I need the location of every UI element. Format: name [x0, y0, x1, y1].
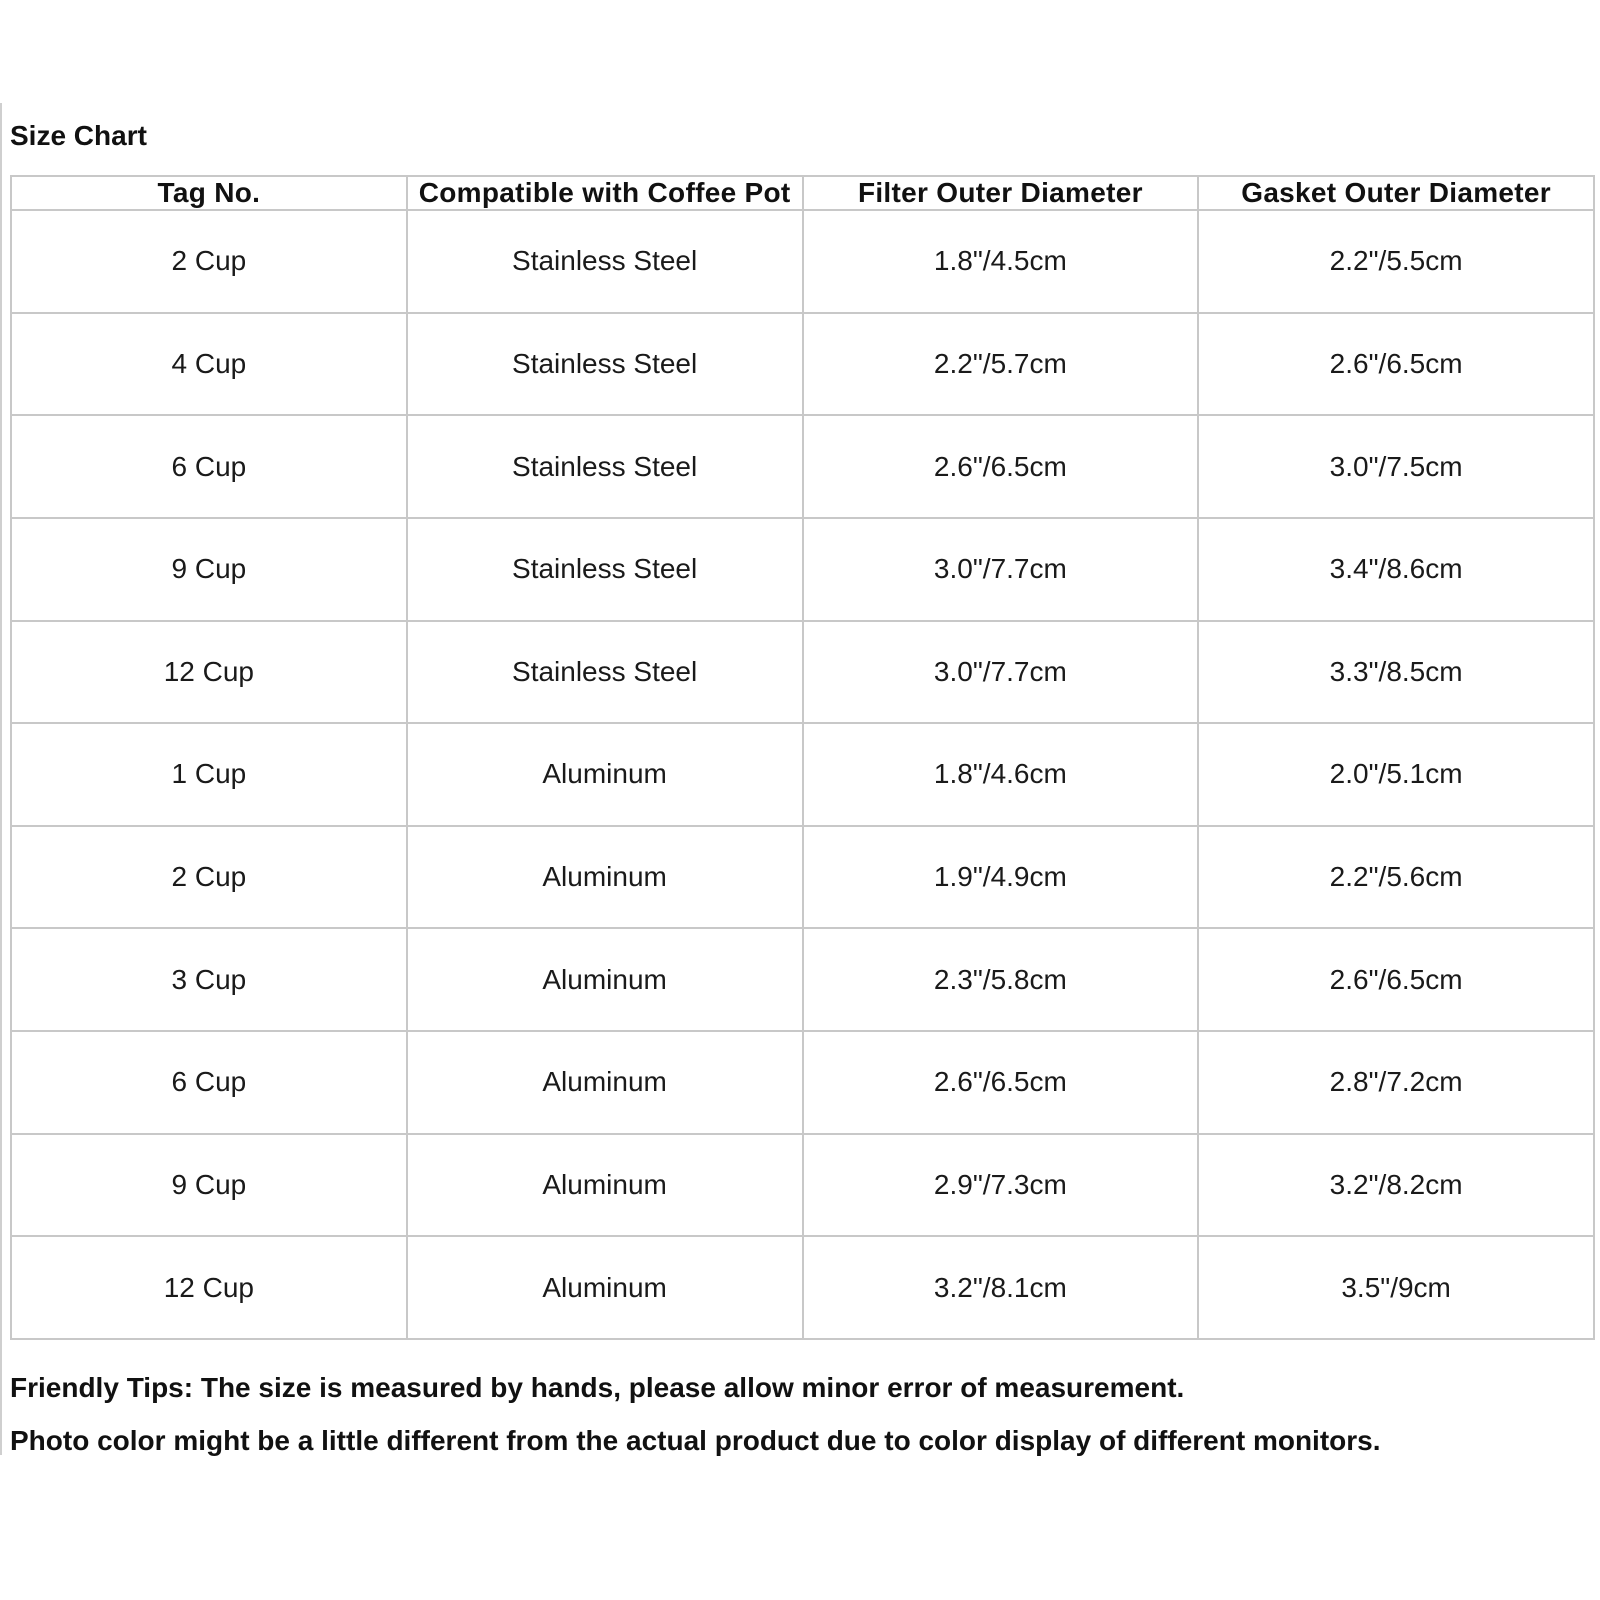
cell-tag-no: 9 Cup — [11, 1134, 407, 1237]
cell-filter-diameter: 2.6"/6.5cm — [803, 415, 1199, 518]
cell-filter-diameter: 1.9"/4.9cm — [803, 826, 1199, 929]
cell-gasket-diameter: 3.5"/9cm — [1198, 1236, 1594, 1339]
table-header-row — [11, 176, 1594, 210]
cell-material: Aluminum — [407, 1236, 803, 1339]
size-chart-table — [10, 175, 1595, 1340]
cell-gasket-diameter: 2.2"/5.6cm — [1198, 826, 1594, 929]
cell-tag-no: 12 Cup — [11, 621, 407, 724]
cell-tag-no: 2 Cup — [11, 210, 407, 313]
cell-material: Stainless Steel — [407, 313, 803, 416]
cell-material: Aluminum — [407, 1031, 803, 1134]
table-row — [11, 928, 1594, 1031]
table-row — [11, 415, 1594, 518]
cell-gasket-diameter: 2.0"/5.1cm — [1198, 723, 1594, 826]
header-filter-diameter: Filter Outer Diameter — [803, 176, 1199, 210]
cell-filter-diameter: 1.8"/4.6cm — [803, 723, 1199, 826]
left-border-line — [0, 103, 2, 1455]
cell-tag-no: 3 Cup — [11, 928, 407, 1031]
header-compatible-pot: Compatible with Coffee Pot — [407, 176, 803, 210]
cell-material: Aluminum — [407, 1134, 803, 1237]
table-row — [11, 826, 1594, 929]
cell-tag-no: 2 Cup — [11, 826, 407, 929]
table-row — [11, 313, 1594, 416]
header-gasket-diameter: Gasket Outer Diameter — [1198, 176, 1594, 210]
cell-material: Stainless Steel — [407, 210, 803, 313]
cell-gasket-diameter: 2.6"/6.5cm — [1198, 928, 1594, 1031]
cell-gasket-diameter: 2.8"/7.2cm — [1198, 1031, 1594, 1134]
cell-filter-diameter: 2.6"/6.5cm — [803, 1031, 1199, 1134]
cell-tag-no: 6 Cup — [11, 415, 407, 518]
friendly-tip-text: Friendly Tips: The size is measured by hands, please allow minor error of measurement. — [10, 1372, 1185, 1403]
cell-filter-diameter: 1.8"/4.5cm — [803, 210, 1199, 313]
cell-filter-diameter: 3.0"/7.7cm — [803, 518, 1199, 621]
table-row — [11, 1236, 1594, 1339]
cell-tag-no: 9 Cup — [11, 518, 407, 621]
cell-filter-diameter: 2.2"/5.7cm — [803, 313, 1199, 416]
table-row — [11, 1031, 1594, 1134]
table-row — [11, 518, 1594, 621]
cell-material: Aluminum — [407, 928, 803, 1031]
header-tag-no: Tag No. — [11, 176, 407, 210]
cell-gasket-diameter: 3.3"/8.5cm — [1198, 621, 1594, 724]
cell-tag-no: 6 Cup — [11, 1031, 407, 1134]
page-title: Size Chart — [10, 120, 147, 151]
table-row — [11, 621, 1594, 724]
cell-tag-no: 12 Cup — [11, 1236, 407, 1339]
cell-material: Stainless Steel — [407, 518, 803, 621]
cell-gasket-diameter: 2.2"/5.5cm — [1198, 210, 1594, 313]
cell-gasket-diameter: 3.0"/7.5cm — [1198, 415, 1594, 518]
cell-gasket-diameter: 2.6"/6.5cm — [1198, 313, 1594, 416]
cell-material: Stainless Steel — [407, 621, 803, 724]
cell-filter-diameter: 3.2"/8.1cm — [803, 1236, 1199, 1339]
table-row — [11, 723, 1594, 826]
cell-tag-no: 4 Cup — [11, 313, 407, 416]
cell-tag-no: 1 Cup — [11, 723, 407, 826]
table-row — [11, 1134, 1594, 1237]
cell-gasket-diameter: 3.4"/8.6cm — [1198, 518, 1594, 621]
cell-filter-diameter: 3.0"/7.7cm — [803, 621, 1199, 724]
cell-filter-diameter: 2.9"/7.3cm — [803, 1134, 1199, 1237]
cell-filter-diameter: 2.3"/5.8cm — [803, 928, 1199, 1031]
cell-gasket-diameter: 3.2"/8.2cm — [1198, 1134, 1594, 1237]
cell-material: Stainless Steel — [407, 415, 803, 518]
color-disclaimer-text: Photo color might be a little different from the actual product due to color display of different monitors. — [10, 1425, 1381, 1456]
cell-material: Aluminum — [407, 826, 803, 929]
table-row — [11, 210, 1594, 313]
cell-material: Aluminum — [407, 723, 803, 826]
